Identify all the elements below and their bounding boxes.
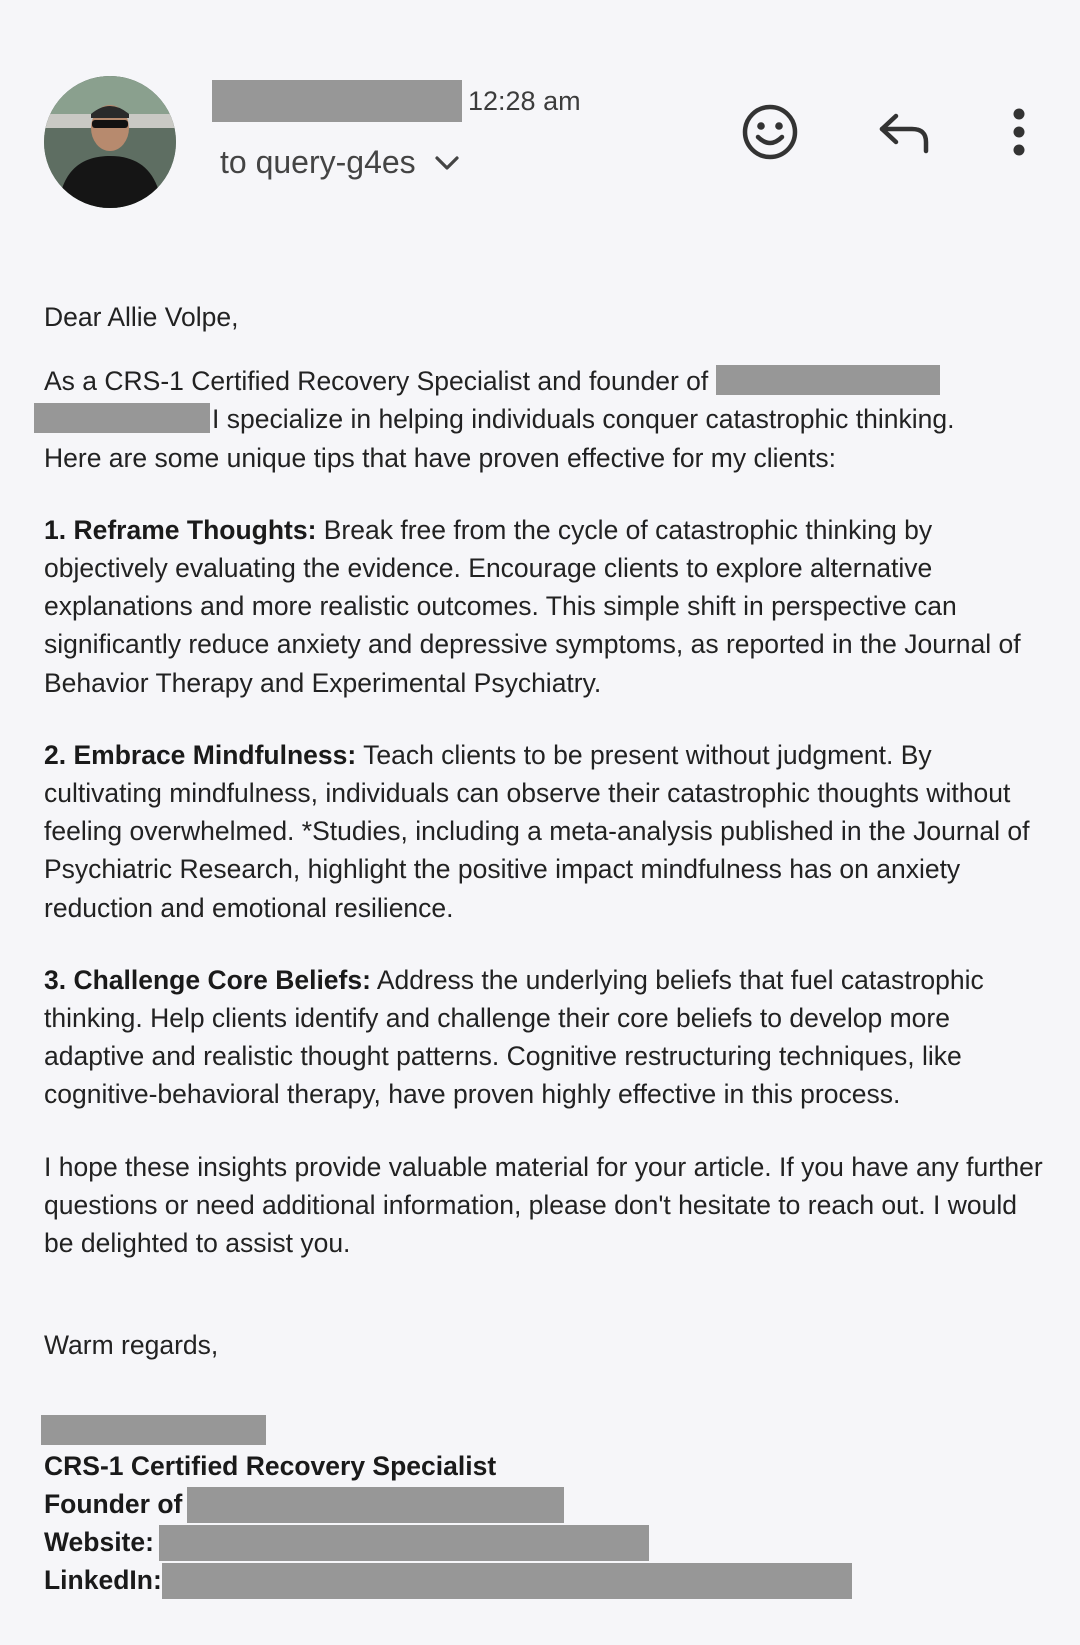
linkedin-redaction[interactable] [162,1563,852,1599]
email-header [0,0,1080,240]
intro-text-a: As a CRS-1 Certified Recovery Specialist and founder of [44,366,716,397]
intro-paragraph [44,362,1044,477]
sender-name-redaction [212,80,462,122]
tip-heading: 3. Challenge Core Beliefs: [44,964,371,995]
signature-title: CRS-1 Certified Recovery Specialist [44,1451,497,1481]
tip-text: Break free from the cycle of catastrophic thinking by objectively evaluating the evidence. Encourage clients to explore alternative explanations and more realistic outcomes. This simple shift in perspective can significantly reduce anxiety and depressive symptoms, as reported in the Journal of Behavior Therapy and Experimental Psychiatry. [44,514,1021,698]
website-redaction[interactable] [159,1525,649,1561]
website-label: Website: [44,1527,154,1557]
smiley-icon[interactable] [740,102,800,162]
signature-founder [44,1485,182,1523]
email-body [44,298,1044,1364]
linkedin-label: LinkedIn: [44,1565,162,1595]
intro-text-c: Here are some unique tips that have proven effective for my clients: [44,442,836,473]
recipient-line[interactable] [220,144,460,181]
tip-text: Teach clients to be present without judgment. By cultivating mindfulness, individuals can observe their catastrophic thoughts without feeling overwhelmed. *Studies, including a meta-analysis published in the Journal of Psychiatric Research, highlight the positive impact mindfulness has on anxiety reduction and emotional resilience. [44,739,1030,923]
more-vert-icon[interactable] [1002,104,1036,160]
avatar-photo [44,76,176,208]
tip-text: Address the underlying beliefs that fuel catastrophic thinking. Help clients identify and challenge their core beliefs to develop more adaptive and realistic thought patterns. Cognitive restructuring techniques, like cognitive-behavioral therapy, have proven highly effective in this process. [44,964,984,1110]
signature-linkedin [44,1561,162,1599]
tip-heading: 1. Reframe Thoughts: [44,514,317,545]
tip-2 [44,736,1044,927]
salutation: Dear Allie Volpe, [44,302,239,332]
chevron-down-icon[interactable] [434,154,460,172]
signature-website [44,1523,154,1561]
email-time: 12:28 am [468,86,581,116]
tip-3 [44,961,1044,1114]
tip-heading: 2. Embrace Mindfulness: [44,739,357,770]
founder-label: Founder of [44,1489,183,1519]
intro-text-b: I specialize in helping individuals conquer catastrophic thinking. [212,404,955,435]
signature-name-redaction [41,1415,266,1445]
tip-1 [44,511,1044,702]
signoff: Warm regards, [44,1330,219,1361]
reply-icon[interactable] [874,106,934,160]
closing-paragraph: I hope these insights provide valuable material for your article. If you have any further questions or need additional information, please don't hesitate to reach out. I would be delighted to assist you. [44,1151,1043,1259]
sender-avatar[interactable] [44,76,176,208]
founder-redaction [187,1487,564,1523]
recipient-text: to query-g4es [220,144,416,180]
company-redaction [716,365,940,395]
company-redaction-cont [34,403,210,433]
